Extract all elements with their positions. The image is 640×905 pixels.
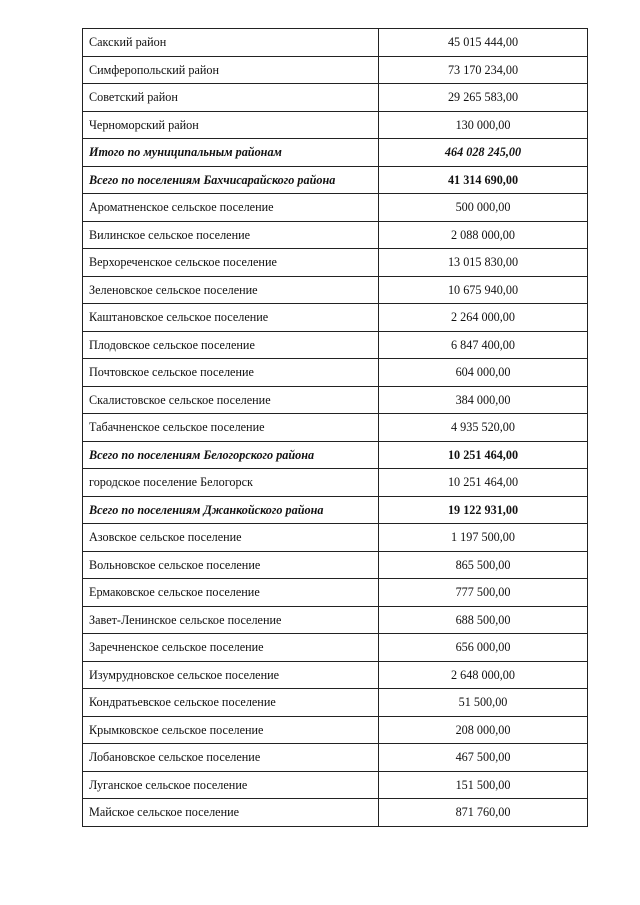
row-name-cell: Луганское сельское поселение [83,771,379,799]
row-amount-cell: 1 197 500,00 [379,524,588,552]
subtotal-row [83,166,588,194]
row-amount-cell: 2 264 000,00 [379,304,588,332]
row-amount-cell: 2 648 000,00 [379,661,588,689]
table-row [83,276,588,304]
row-amount-cell: 13 015 830,00 [379,249,588,277]
table-row [83,689,588,717]
row-name-cell: Крымковское сельское поселение [83,716,379,744]
row-amount-cell: 208 000,00 [379,716,588,744]
row-name-cell: Сакский район [83,29,379,57]
table-row [83,771,588,799]
row-amount-cell: 500 000,00 [379,194,588,222]
row-name-cell: Всего по поселениям Джанкойского района [83,496,379,524]
row-amount-cell: 777 500,00 [379,579,588,607]
row-amount-cell: 45 015 444,00 [379,29,588,57]
table-row [83,414,588,442]
row-amount-cell: 10 251 464,00 [379,441,588,469]
row-name-cell: Всего по поселениям Бахчисарайского района [83,166,379,194]
table-row [83,111,588,139]
row-name-cell: Каштановское сельское поселение [83,304,379,332]
row-amount-cell: 151 500,00 [379,771,588,799]
row-name-cell: Майское сельское поселение [83,799,379,827]
subtotal-row [83,441,588,469]
table-row [83,799,588,827]
row-name-cell: Советский район [83,84,379,112]
row-name-cell: Завет-Ленинское сельское поселение [83,606,379,634]
row-name-cell: Азовское сельское поселение [83,524,379,552]
subtotal-row [83,496,588,524]
table-row [83,29,588,57]
row-amount-cell: 73 170 234,00 [379,56,588,84]
budget-table-body [83,29,588,827]
row-amount-cell: 467 500,00 [379,744,588,772]
row-name-cell: Всего по поселениям Белогорского района [83,441,379,469]
table-row [83,744,588,772]
table-row [83,469,588,497]
row-name-cell: Почтовское сельское поселение [83,359,379,387]
table-row [83,56,588,84]
row-amount-cell: 10 251 464,00 [379,469,588,497]
row-name-cell: городское поселение Белогорск [83,469,379,497]
table-row [83,331,588,359]
row-amount-cell: 29 265 583,00 [379,84,588,112]
row-amount-cell: 865 500,00 [379,551,588,579]
table-row [83,524,588,552]
row-name-cell: Вольновское сельское поселение [83,551,379,579]
row-name-cell: Изумрудновское сельское поселение [83,661,379,689]
table-row [83,551,588,579]
row-amount-cell: 41 314 690,00 [379,166,588,194]
row-name-cell: Заречненское сельское поселение [83,634,379,662]
row-name-cell: Черноморский район [83,111,379,139]
row-amount-cell: 688 500,00 [379,606,588,634]
row-amount-cell: 130 000,00 [379,111,588,139]
table-row [83,359,588,387]
total-row [83,139,588,167]
row-amount-cell: 604 000,00 [379,359,588,387]
table-row [83,84,588,112]
row-name-cell: Симферопольский район [83,56,379,84]
row-amount-cell: 871 760,00 [379,799,588,827]
row-name-cell: Ермаковское сельское поселение [83,579,379,607]
table-row [83,661,588,689]
row-amount-cell: 19 122 931,00 [379,496,588,524]
row-name-cell: Лобановское сельское поселение [83,744,379,772]
table-row [83,221,588,249]
table-row [83,194,588,222]
row-amount-cell: 2 088 000,00 [379,221,588,249]
row-name-cell: Верхореченское сельское поселение [83,249,379,277]
row-name-cell: Итого по муниципальным районам [83,139,379,167]
row-name-cell: Плодовское сельское поселение [83,331,379,359]
row-name-cell: Табачненское сельское поселение [83,414,379,442]
row-name-cell: Зеленовское сельское поселение [83,276,379,304]
table-row [83,634,588,662]
row-name-cell: Вилинское сельское поселение [83,221,379,249]
row-amount-cell: 384 000,00 [379,386,588,414]
row-amount-cell: 464 028 245,00 [379,139,588,167]
row-name-cell: Ароматненское сельское поселение [83,194,379,222]
row-name-cell: Скалистовское сельское поселение [83,386,379,414]
table-row [83,579,588,607]
row-amount-cell: 10 675 940,00 [379,276,588,304]
table-row [83,606,588,634]
table-row [83,386,588,414]
row-amount-cell: 6 847 400,00 [379,331,588,359]
table-row [83,304,588,332]
table-row [83,249,588,277]
row-amount-cell: 4 935 520,00 [379,414,588,442]
budget-table [82,28,588,827]
row-name-cell: Кондратьевское сельское поселение [83,689,379,717]
row-amount-cell: 51 500,00 [379,689,588,717]
table-row [83,716,588,744]
row-amount-cell: 656 000,00 [379,634,588,662]
